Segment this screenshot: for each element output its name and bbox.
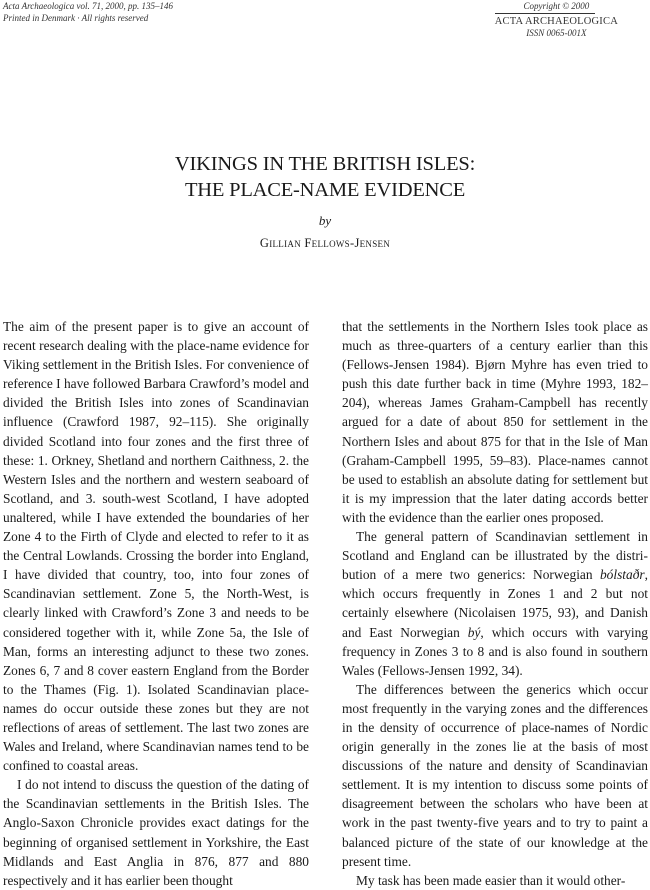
paragraph: My task has been made easier than it would other- — [356, 872, 626, 888]
paragraph: The aim of the present paper is to give an account of recent research dealing with the place-name evidence for Viking settlement in the British Isles. For convenience of reference I have followed Barbara Crawford’s model and divided the British Isles into zones of Scandinavian influence (Crawford 1987, 92–115). She originally divided Scotland into four zones and the first three of these: 1. Orkney, Shetland and northern Caithness, 2. the Western Isles and the northern and western seaboard of Scotland, and 3. south-west Scotland, I have adopted unaltered, while I have extended the boundaries of her Zone 4 to the Firth of Clyde and elected to refer to it as the Central Lowlands. Crossing the border into England, I have divided that country, too, into four zones of Scandinavian settlement. Zone 5, the North-West, is clearly linked with Crawford’s Zone 3 and needs to be considered together with it, while Zone 5a, the Isle of Man, forms an interesting adjunct to these two zones. Zones 6, 7 and 8 cover eastern England from the Border to the Thames (Fig. 1). Isolated Scandinavian place-names do occur outside these zones but they are not reflections of areas of settlement. The last two zones are Wales and Ireland, where Scandinavian names tend to be confined to coastal areas. — [3, 319, 310, 774]
text-run: , which occurs frequently in Zones 1 and 2 but not certainly elsewhere (Nicolaisen 1975, 93), and Danish and East Norwegian — [342, 567, 648, 640]
text-run: , which occurs with varying frequency in Zones 3 to 8 and is also found in southern Wales (Fellows-Jensen 1992, 34). — [342, 624, 648, 678]
journal-name: ACTA ARCHAEOLOGICA — [494, 16, 618, 27]
byline-by: by — [318, 213, 332, 228]
text-run: The general pattern of Scandinavian settlement in Scotland and England can be illustrated by the distribution of a mere two generics: Norwegian — [342, 529, 648, 583]
journal-block — [495, 0, 618, 39]
paragraph: I do not intend to discuss the question of the dating of the Scandinavian settlements in the British Isles. The Anglo-Saxon Chronicle provides exact datings for the beginning of organised settlement in Yorkshire, the East Midlands and East Anglia in 876, 877 and 880 respectively and it has earlier been thought — [3, 777, 309, 888]
title-line-2: THE PLACE-NAME EVIDENCE — [184, 179, 466, 201]
body-column-right — [342, 317, 648, 890]
header-rule — [495, 13, 595, 14]
title-line-1: VIKINGS IN THE BRITISH ISLES: — [174, 153, 476, 175]
copyright-line: Copyright © 2000 — [523, 1, 590, 11]
issn-line: ISSN 0065-001X — [526, 28, 587, 38]
citation-block — [3, 0, 173, 24]
printed-line: Printed in Denmark · All rights reserved — [3, 13, 149, 23]
paragraph: The differences between the generics which occur most frequently in the varying zones and the differences in the density of occurrence of place-names of Nordic origin generally in the zones lie at the basis of most discussions of the nature and density of Scandinavian settlement. It is my intention to discuss some points of disagreement between the scholars who have been at work in the past twenty-five years and to try to paint a balanced picture of the state of our knowledge at the present time. — [342, 681, 648, 869]
citation-line: Acta Archaeologica vol. 71, 2000, pp. 135–146 — [3, 1, 173, 11]
body-column-left — [3, 317, 309, 890]
article-title — [0, 151, 650, 203]
paragraph: that the settlements in the Northern Isles took place as much as three-quarters of a century earlier than this (Fellows-Jensen 1984). Bjørn Myhre has even tried to push this date further back in time (Myhre 1993, 182–204), whereas James Graham-Campbell has recently argued for a date of about 850 for settlement in the Northern Isles and about 875 for that in the Isle of Man (Graham-Campbell 1995, 59–83). Place-names cannot be used to establish an absolute dating for settlement but it is my impression that the later dating accords better with the evidence than the earlier ones proposed. — [342, 319, 648, 525]
author-name: Gillian Fellows-Jensen — [259, 236, 391, 250]
term-by: bý — [467, 624, 481, 640]
paragraph — [342, 527, 648, 680]
term-bolstadr: bólstaðr — [599, 567, 645, 583]
